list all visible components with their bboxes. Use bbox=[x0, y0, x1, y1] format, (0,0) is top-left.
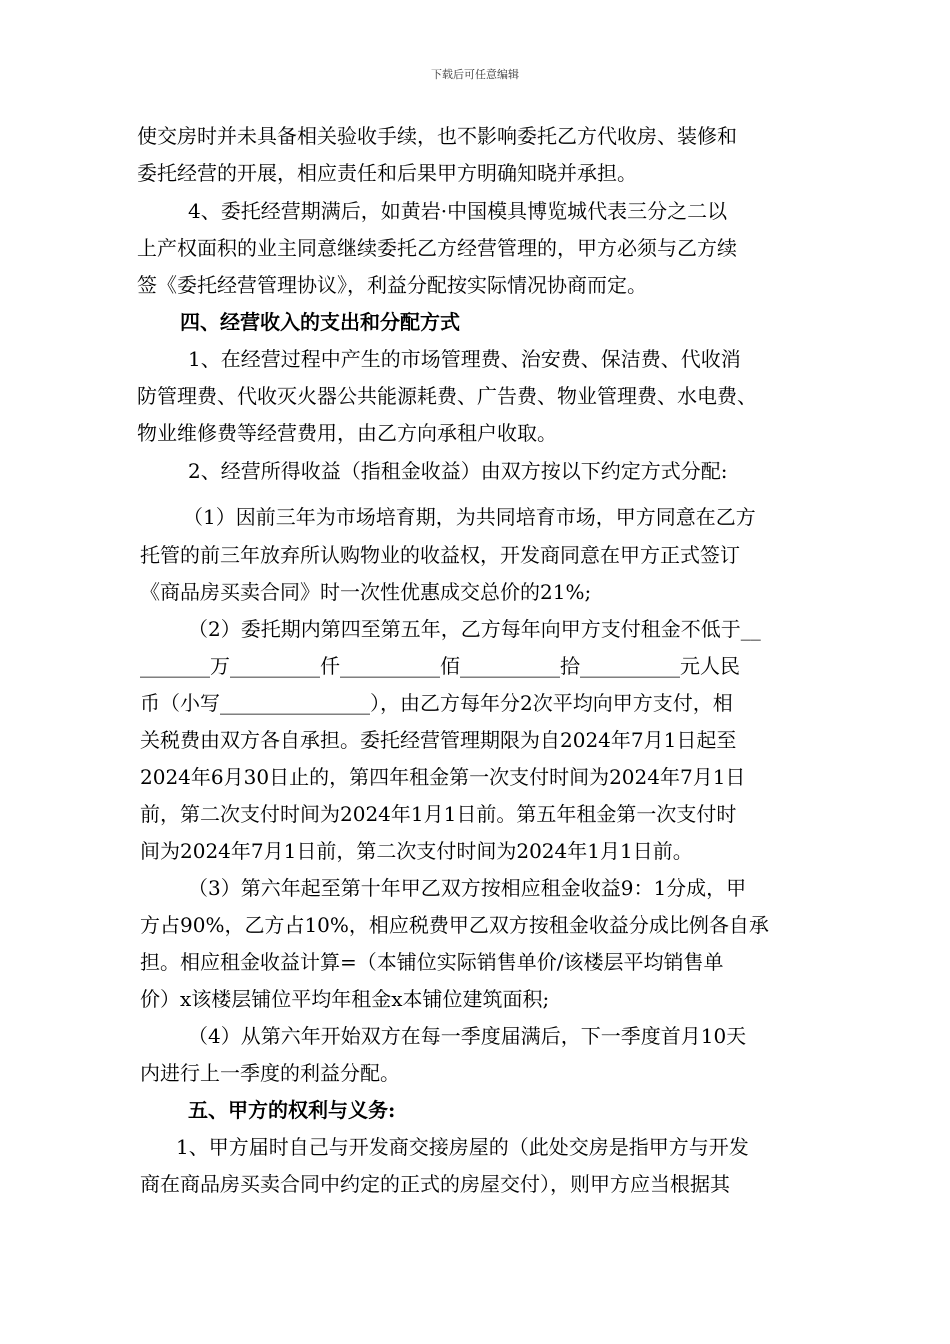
text-line: 防管理费、代收灭火器公共能源耗费、广告费、物业管理费、水电费、 bbox=[137, 384, 757, 408]
text-line: 2、经营所得收益（指租金收益）由双方按以下约定方式分配: bbox=[188, 459, 728, 483]
text-line: 币（小写_______________），由乙方每年分2次平均向甲方支付，相 bbox=[140, 691, 733, 715]
section-heading: 四、经营收入的支出和分配方式 bbox=[180, 310, 460, 334]
text-line: 内进行上一季度的利益分配。 bbox=[140, 1061, 400, 1085]
text-line: _______万_________仟__________佰__________拾__________元人民 bbox=[140, 654, 740, 678]
text-line: 托管的前三年放弃所认购物业的收益权，开发商同意在甲方正式签订 bbox=[140, 543, 740, 567]
text-line: 4、委托经营期满后，如黄岩·中国模具博览城代表三分之二以 bbox=[188, 199, 728, 223]
text-line: （4）从第六年开始双方在每一季度届满后，下一季度首月10天 bbox=[188, 1024, 747, 1048]
text-line: 担。相应租金收益计算=（本铺位实际销售单价/该楼层平均销售单 bbox=[140, 950, 724, 974]
text-line: 1、甲方届时自己与开发商交接房屋的（此处交房是指甲方与开发 bbox=[176, 1135, 749, 1159]
text-line: 间为2024年7月1日前，第二次支付时间为2024年1月1日前。 bbox=[140, 839, 693, 863]
text-line: 签《委托经营管理协议》，利益分配按实际情况协商而定。 bbox=[137, 273, 647, 297]
section-heading: 五、甲方的权利与义务: bbox=[188, 1098, 396, 1122]
text-line: 使交房时并未具备相关验收手续，也不影响委托乙方代收房、装修和 bbox=[137, 124, 737, 148]
page-header: 下载后可任意编辑 bbox=[431, 68, 519, 81]
text-line: 2024年6月30日止的，第四年租金第一次支付时间为2024年7月1日 bbox=[140, 765, 746, 789]
text-line: 前，第二次支付时间为2024年1月1日前。第五年租金第一次支付时 bbox=[140, 802, 737, 826]
text-line: 委托经营的开展，相应责任和后果甲方明确知晓并承担。 bbox=[137, 161, 637, 185]
text-line: 1、在经营过程中产生的市场管理费、治安费、保洁费、代收消 bbox=[188, 347, 741, 371]
text-line: （2）委托期内第四至第五年，乙方每年向甲方支付租金不低于__ bbox=[188, 617, 761, 641]
text-line: 《商品房买卖合同》时一次性优惠成交总价的21%; bbox=[140, 580, 592, 604]
text-line: 商在商品房买卖合同中约定的正式的房屋交付），则甲方应当根据其 bbox=[140, 1172, 730, 1196]
text-line: （1）因前三年为市场培育期，为共同培育市场，甲方同意在乙方 bbox=[183, 505, 756, 529]
text-line: 方占90%，乙方占10%，相应税费甲乙双方按租金收益分成比例各自承 bbox=[140, 913, 769, 937]
text-line: （3）第六年起至第十年甲乙双方按相应租金收益9：1分成，甲 bbox=[188, 876, 747, 900]
text-line: 价）x该楼层铺位平均年租金x本铺位建筑面积; bbox=[140, 987, 550, 1011]
text-line: 关税费由双方各自承担。委托经营管理期限为自2024年7月1日起至 bbox=[140, 728, 737, 752]
text-line: 上产权面积的业主同意继续委托乙方经营管理的，甲方必须与乙方续 bbox=[137, 236, 737, 260]
text-line: 物业维修费等经营费用，由乙方向承租户收取。 bbox=[137, 421, 557, 445]
